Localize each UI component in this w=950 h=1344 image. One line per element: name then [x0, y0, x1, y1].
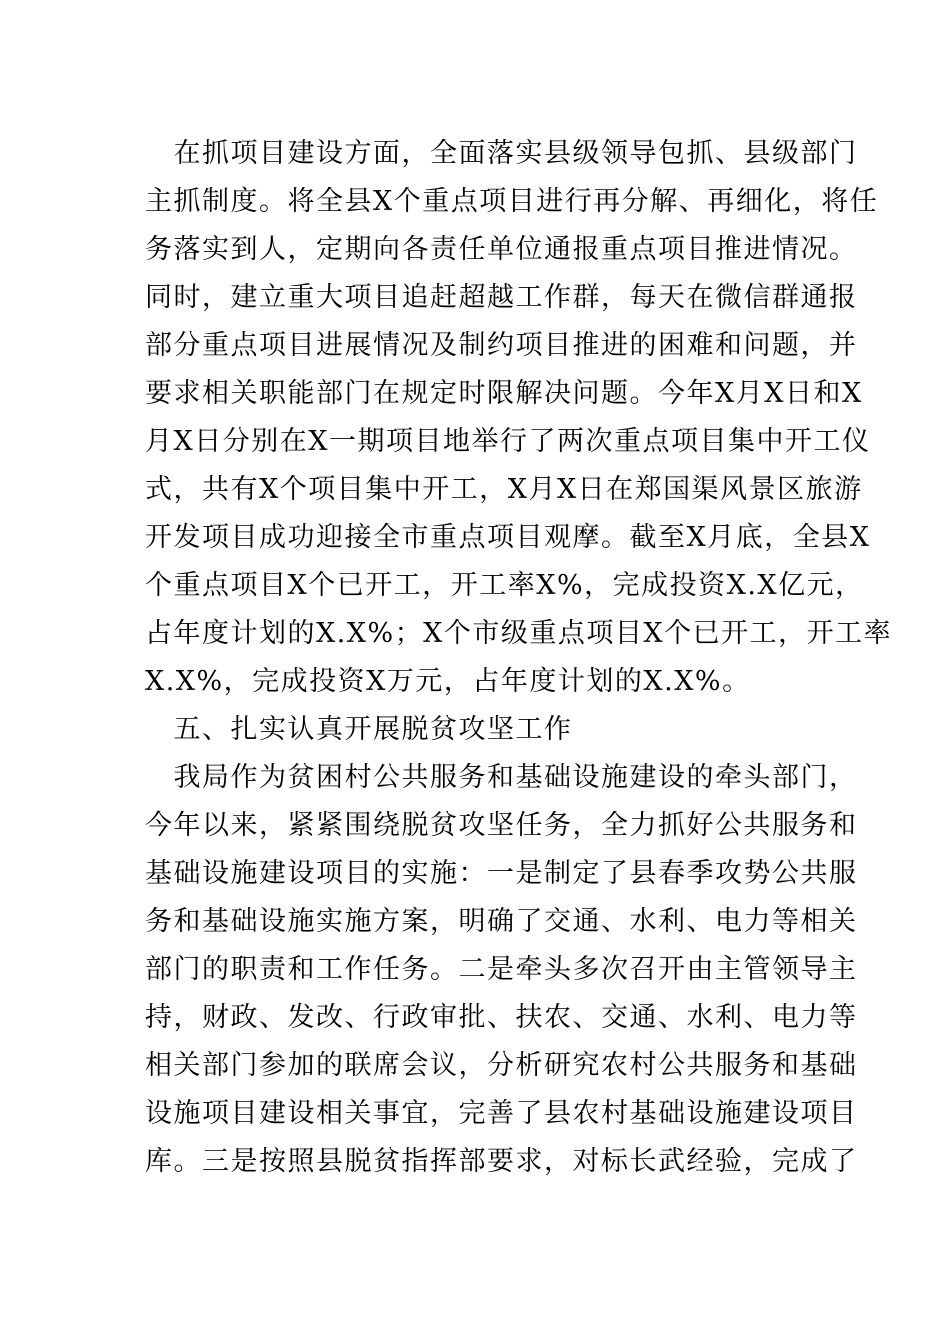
text-line: 设施项目建设相关事宜，完善了县农村基础设施建设项目 [145, 1098, 858, 1129]
text-line: 基础设施建设项目的实施：一是制定了县春季攻势公共服 [145, 858, 858, 889]
text-line: 库。三是按照县脱贫指挥部要求，对标长武经验，完成了 [145, 1146, 858, 1177]
text-line: 主抓制度。将全县X个重点项目进行再分解、再细化，将任 [145, 186, 879, 217]
text-line: 开发项目成功迎接全市重点项目观摩。截至X月底，全县X [145, 522, 871, 553]
text-line: 今年以来，紧紧围绕脱贫攻坚任务，全力抓好公共服务和 [145, 810, 858, 841]
text-line: 要求相关职能部门在规定时限解决问题。今年X月X日和X [145, 378, 863, 409]
text-line: 部分重点项目进展情况及制约项目推进的困难和问题，并 [145, 330, 858, 361]
text-line: 同时，建立重大项目追赶超越工作群，每天在微信群通报 [145, 282, 858, 313]
text-line: 在抓项目建设方面，全面落实县级领导包抓、县级部门 [145, 138, 858, 169]
text-line: 相关部门参加的联席会议，分析研究农村公共服务和基础 [145, 1050, 858, 1081]
text-line: 务落实到人，定期向各责任单位通报重点项目推进情况。 [145, 234, 858, 265]
text-line: 占年度计划的X.X%；X个市级重点项目X个已开工，开工率 [145, 618, 893, 649]
section-heading: 五、扎实认真开展脱贫攻坚工作 [145, 714, 573, 745]
text-line: 部门的职责和工作任务。二是牵头多次召开由主管领导主 [145, 954, 858, 985]
text-line: X.X%，完成投资X万元，占年度计划的X.X%。 [145, 666, 751, 697]
text-line: 务和基础设施实施方案，明确了交通、水利、电力等相关 [145, 906, 858, 937]
text-line: 个重点项目X个已开工，开工率X%，完成投资X.X亿元， [145, 570, 864, 601]
text-line: 月X日分别在X一期项目地举行了两次重点项目集中开工仪 [145, 426, 871, 457]
text-line: 我局作为贫困村公共服务和基础设施建设的牵头部门， [145, 762, 858, 793]
text-line: 持，财政、发改、行政审批、扶农、交通、水利、电力等 [145, 1002, 858, 1033]
text-line: 式，共有X个项目集中开工，X月X日在郑国渠风景区旅游 [145, 474, 863, 505]
document-body [145, 130, 893, 1186]
